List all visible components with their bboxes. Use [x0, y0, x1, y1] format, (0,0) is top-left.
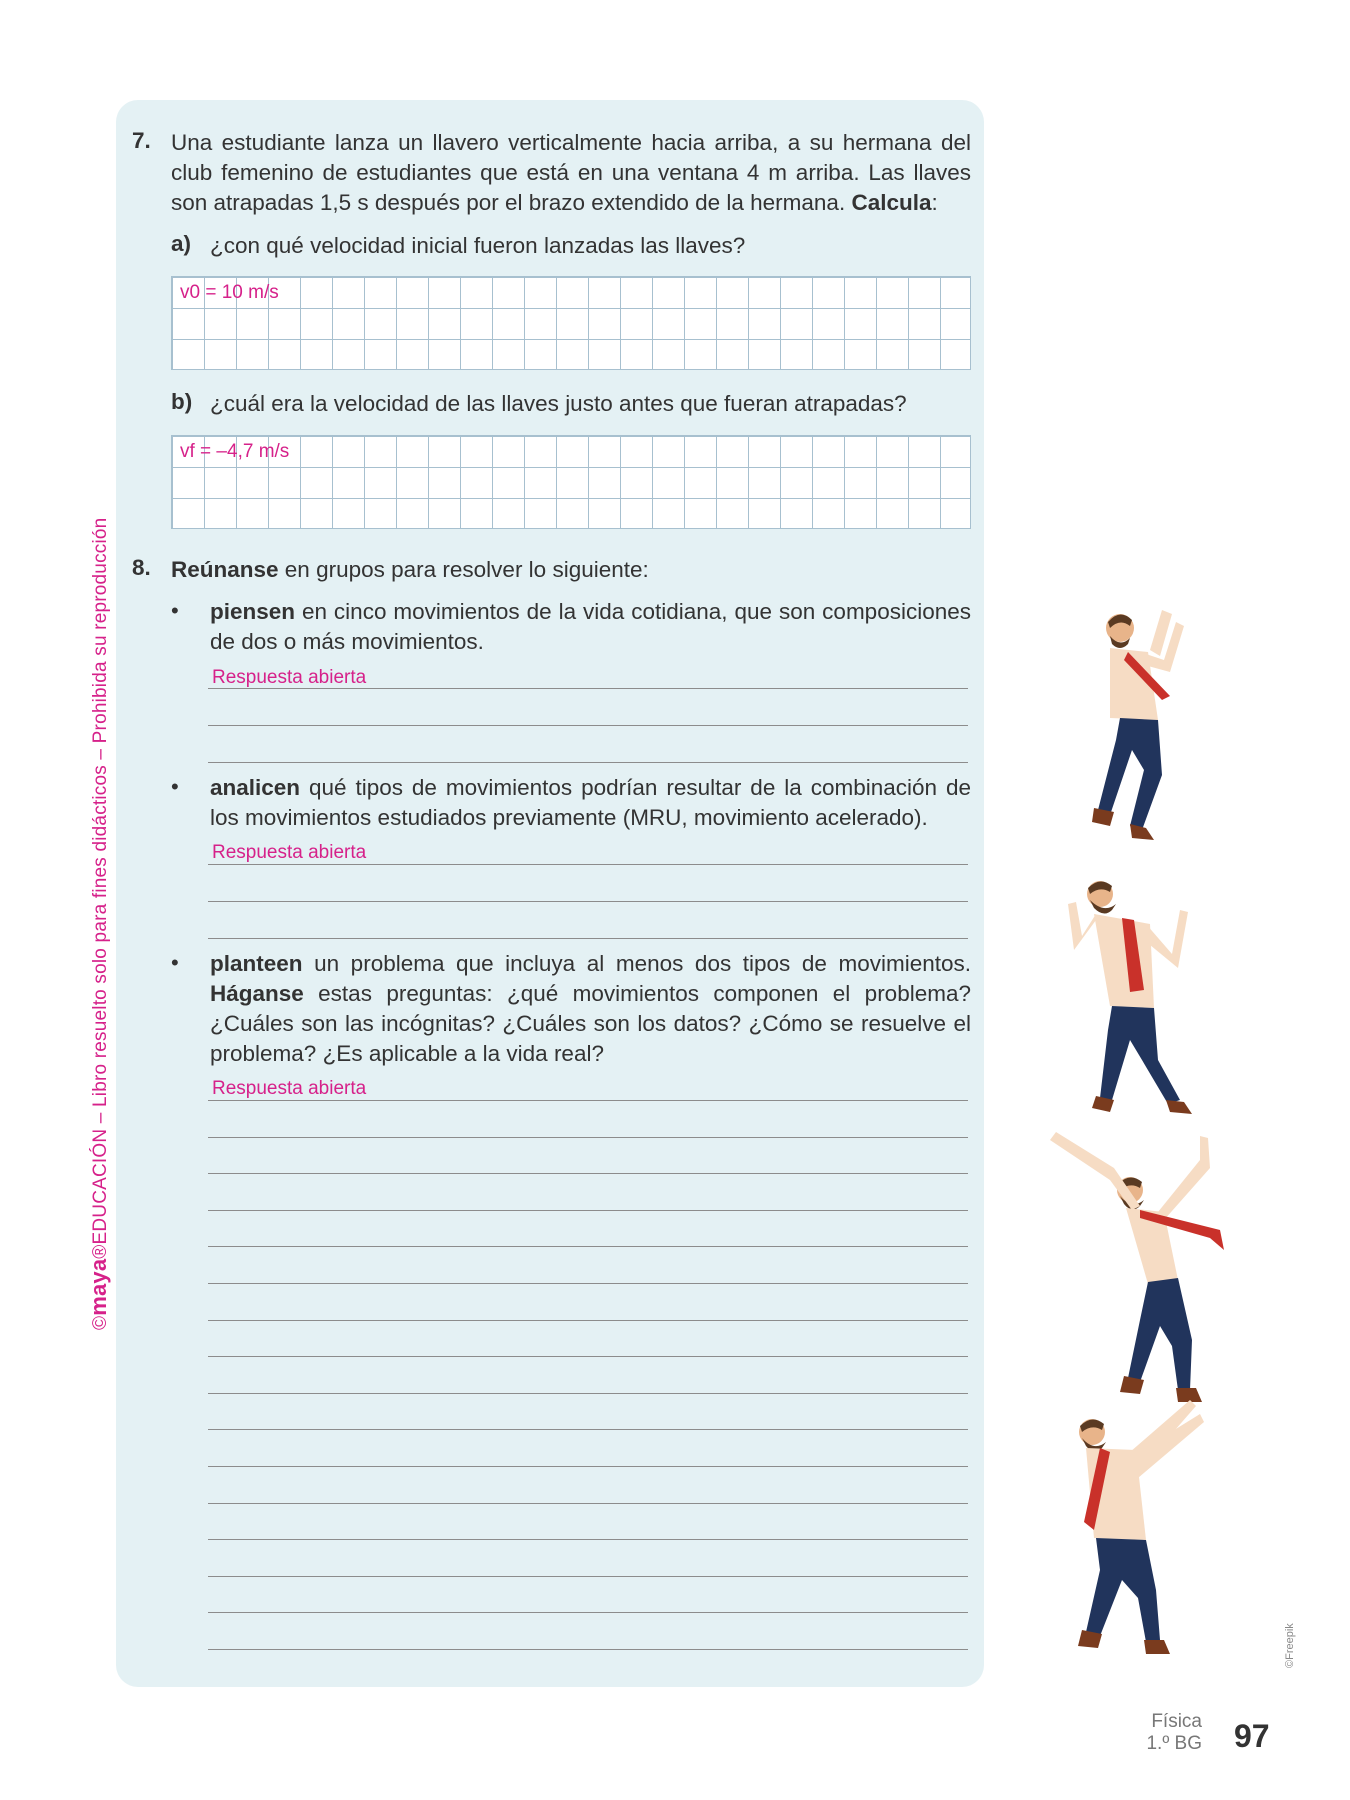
question-8-item-piensen: piensen en cinco movimientos de la vida cotidiana, que son composiciones de dos o más movimientos.: [210, 599, 971, 654]
answer-line[interactable]: [208, 864, 968, 865]
answer-8-item-2: Respuesta abierta: [212, 842, 367, 863]
answer-line[interactable]: [208, 1137, 968, 1138]
question-7b-label: b): [171, 389, 193, 414]
dancing-man-illustration-3: [1040, 1120, 1240, 1410]
answer-grid-7a[interactable]: [171, 276, 971, 370]
dancing-man-illustration-1: [1080, 600, 1210, 860]
answer-grid-7b[interactable]: [171, 435, 971, 529]
answer-line[interactable]: [208, 762, 968, 763]
footer-subject: Física 1.º BG: [1146, 1711, 1202, 1754]
answer-8-item-3: Respuesta abierta: [212, 1078, 367, 1099]
answer-line[interactable]: [208, 1393, 968, 1394]
answer-line[interactable]: [208, 1210, 968, 1211]
question-7-number: 7.: [132, 128, 151, 153]
answer-line[interactable]: [208, 901, 968, 902]
answer-line[interactable]: [208, 1356, 968, 1357]
answer-line[interactable]: [208, 1320, 968, 1321]
question-7a-text: ¿con qué velocidad inicial fueron lanzadas las llaves?: [210, 233, 746, 258]
answer-line[interactable]: [208, 1283, 968, 1284]
question-8-number: 8.: [132, 555, 151, 580]
bullet: •: [171, 598, 179, 623]
question-8-text: Reúnanse en grupos para resolver lo siguiente:: [171, 557, 649, 582]
answer-8-item-1: Respuesta abierta: [212, 667, 367, 688]
answer-line[interactable]: [208, 688, 968, 689]
answer-7a: v0 = 10 m/s: [180, 282, 279, 303]
dancing-man-illustration-2: [1060, 880, 1220, 1120]
question-7a-label: a): [171, 231, 192, 256]
answer-line[interactable]: [208, 1576, 968, 1577]
answer-line[interactable]: [208, 1539, 968, 1540]
copyright-side-note: ©maya®EDUCACIÓN – Libro resuelto solo para fines didácticos – Prohibida su reproducción: [86, 517, 111, 1330]
answer-line[interactable]: [208, 938, 968, 939]
answer-line[interactable]: [208, 1173, 968, 1174]
answer-line[interactable]: [208, 725, 968, 726]
answer-line[interactable]: [208, 1649, 968, 1650]
answer-line[interactable]: [208, 1100, 968, 1101]
bullet: •: [171, 774, 179, 799]
answer-7b: vf = –4,7 m/s: [180, 441, 290, 462]
answer-line[interactable]: [208, 1466, 968, 1467]
question-8-item-analicen: analicen qué tipos de movimientos podrían resultar de la combinación de los movimientos estudiados previamente (MRU, movimiento acelerado).: [210, 775, 971, 830]
question-7-text: Una estudiante lanza un llavero verticalmente hacia arriba, a su hermana del club femenino de estudiantes que está en una ventana 4 m arriba. Las llaves son atrapadas 1,5 s después por el brazo extendido de la hermana. Calcula:: [171, 130, 971, 215]
bullet: •: [171, 950, 179, 975]
answer-line[interactable]: [208, 1429, 968, 1430]
answer-line[interactable]: [208, 1503, 968, 1504]
dancing-man-illustration-4: [1060, 1390, 1230, 1670]
answer-line[interactable]: [208, 1612, 968, 1613]
answer-line[interactable]: [208, 1246, 968, 1247]
question-8-item-planteen: planteen un problema que incluya al menos dos tipos de movimientos. Háganse estas preguntas: ¿qué movimientos componen el problema? ¿Cuáles son las incógnitas? ¿Cuáles son los datos? ¿Cómo se resuelve el problema? ¿Es aplicable a la vida real?: [210, 951, 971, 1066]
image-credit: ©Freepik: [1284, 1623, 1296, 1668]
question-7b-text: ¿cuál era la velocidad de las llaves justo antes que fueran atrapadas?: [210, 391, 907, 416]
page-number: 97: [1234, 1718, 1270, 1754]
